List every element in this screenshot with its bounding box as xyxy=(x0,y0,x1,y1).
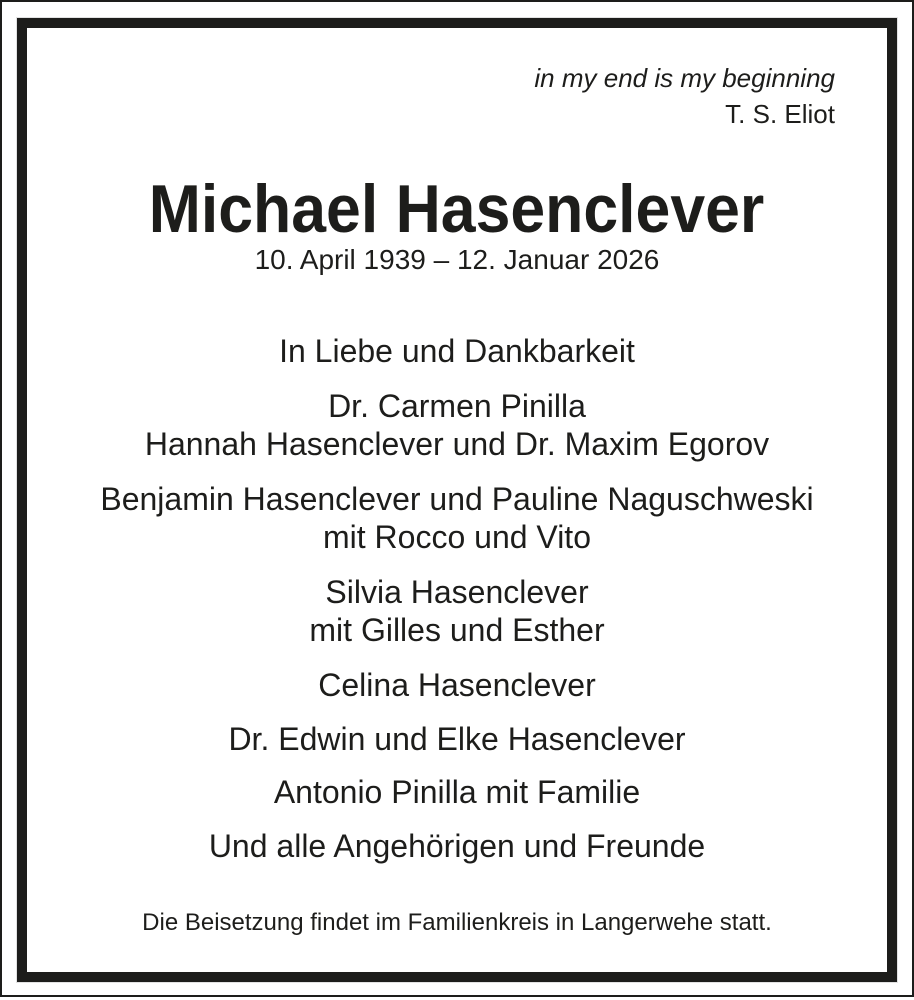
deceased-name-text: Michael Hasenclever xyxy=(149,171,765,247)
life-dates: 10. April 1939 – 12. Januar 2026 xyxy=(254,244,660,275)
mourner-line: Silvia Hasenclever xyxy=(325,574,589,610)
deceased-name xyxy=(0,171,914,247)
mourner-line: Und alle Angehörigen und Freunde xyxy=(208,828,706,864)
mourner-line: mit Gilles und Esther xyxy=(309,612,605,648)
mourner-line: Antonio Pinilla mit Familie xyxy=(273,774,641,810)
epigraph-attribution: T. S. Eliot xyxy=(725,99,835,129)
mourner-line: Dr. Edwin und Elke Hasenclever xyxy=(228,721,686,757)
mourner-group xyxy=(0,720,914,758)
funeral-notice-line: Die Beisetzung findet im Familienkreis in Langerwehe statt. xyxy=(142,909,772,936)
intro-line: In Liebe und Dankbarkeit xyxy=(279,333,635,369)
mourner-line: mit Rocco und Vito xyxy=(323,519,591,555)
mourner-group xyxy=(0,827,914,865)
mourner-line: Celina Hasenclever xyxy=(318,667,596,703)
mourner-group xyxy=(0,573,914,649)
mourner-line: Benjamin Hasenclever und Pauline Naguschweski xyxy=(100,481,814,517)
mourner-line: Dr. Carmen Pinilla xyxy=(328,388,586,424)
mourner-group xyxy=(0,480,914,556)
mourner-group xyxy=(0,666,914,704)
mourner-group xyxy=(0,773,914,811)
mourner-group xyxy=(0,387,914,463)
epigraph-quote: in my end is my beginning xyxy=(534,63,835,93)
mourner-line: Hannah Hasenclever und Dr. Maxim Egorov xyxy=(144,426,770,462)
